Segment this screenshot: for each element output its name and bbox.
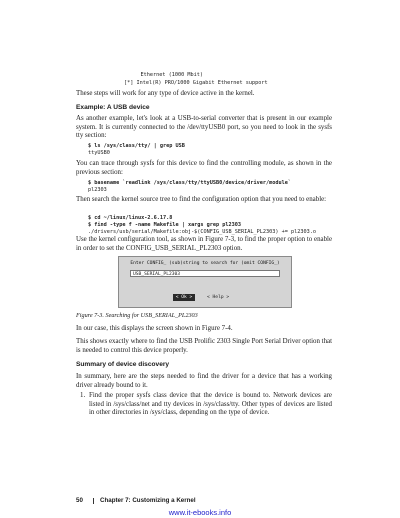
figure-caption: Figure 7-3. Searching for USB_SERIAL_PL2303 xyxy=(76,312,198,319)
dialog-button-bar xyxy=(119,293,291,302)
dialog-title: Enter CONFIG_ (sub)string to search for (omit CONFIG_) xyxy=(130,261,280,266)
paragraph-summary: In summary, here are the steps needed to find the driver for a device that has a working driver already bound to it. xyxy=(76,373,332,389)
paragraph-shows: This shows exactly where to find the USB Prolific 2303 Single Port Serial Driver option that is needed to control this device properly. xyxy=(76,338,332,354)
paragraph-usb-intro: As another example, let's look at a USB-to-serial converter that is present in our example system. It is currently connected to the /dev/ttyUSB0 port, so you need to look in the sysfs tty section: xyxy=(76,115,332,140)
code-ls-command: $ ls /sys/class/tty/ | grep USB xyxy=(88,143,185,149)
heading-summary: Summary of device discovery xyxy=(76,361,170,368)
code-basename-output: pl2303 xyxy=(88,187,107,193)
code-find-output: ./drivers/usb/serial/Makefile:obj-$(CONFIG_USB_SERIAL_PL2303) += pl2303.o xyxy=(88,229,316,235)
footer-divider xyxy=(93,498,94,504)
list-item-number: 1. xyxy=(80,392,86,399)
page-number: 50 xyxy=(76,497,83,504)
help-button[interactable]: < Help > xyxy=(207,295,230,300)
chapter-title: Chapter 7: Customizing a Kernel xyxy=(100,497,196,504)
paragraph-config: Use the kernel configuration tool, as shown in Figure 7-3, to find the proper option to enable in order to set the CONFIG_USB_SERIAL_PL2303 option. xyxy=(76,236,332,252)
paragraph-search: Then search the kernel source tree to find the configuration option that you need to enable: xyxy=(76,196,327,203)
search-input[interactable]: USB_SERIAL_PL2303 xyxy=(130,270,280,277)
paragraph-steps: These steps will work for any type of device active in the kernel. xyxy=(76,90,255,97)
code-cd-command: $ cd ~/linux/linux-2.6.17.8 xyxy=(88,215,173,221)
heading-usb-example: Example: A USB device xyxy=(76,104,150,111)
ok-button[interactable]: < Ok > xyxy=(173,294,195,301)
code-line-intel: [*] Intel(R) PRO/1000 Gigabit Ethernet support xyxy=(124,80,268,86)
code-ls-output: ttyUSB0 xyxy=(88,150,110,156)
paragraph-case: In our case, this displays the screen shown in Figure 7-4. xyxy=(76,325,233,332)
code-basename-command: $ basename `readlink /sys/class/tty/ttyUSB0/device/driver/module` xyxy=(88,180,292,186)
list-item-text: Find the proper sysfs class device that the device is bound to. Network devices are listed in /sys/class/net and tty devices in /sys/class/tty. Other types of devices are listed in other directories in /sys/class, depending on the type of device. xyxy=(89,392,332,417)
code-line-ethernet: Ethernet (1000 Mbit) xyxy=(128,72,203,78)
paragraph-trace: You can trace through sysfs for this device to find the controlling module, as shown in the previous section: xyxy=(76,160,332,176)
watermark-link[interactable]: www.it-ebooks.info xyxy=(168,508,232,517)
code-find-command: $ find -type f -name Makefile | xargs grep pl2303 xyxy=(88,222,242,228)
figure-search-dialog xyxy=(118,256,292,308)
